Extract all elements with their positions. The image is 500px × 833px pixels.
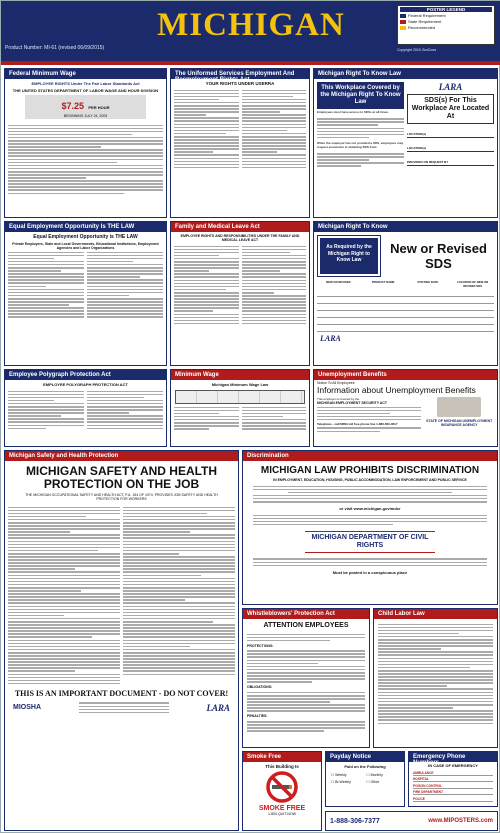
payday-title: Paid on the Following — [344, 764, 386, 769]
obligations-label: OBLIGATIONS: — [247, 685, 273, 690]
notice-sub: Private Employers, State and Local Governments, Educational Institutions, Employment Agencies and Labor Organizations — [12, 242, 159, 250]
do-not-cover-notice: THIS IS AN IMPORTANT DOCUMENT - DO NOT COVER! — [14, 688, 229, 698]
posting-note: Must be posted in a conspicuous place — [332, 569, 408, 575]
userra-section — [170, 68, 310, 218]
section-heading: The Uniformed Services Employment And Reemployment Rights Act — [171, 69, 309, 79]
section-heading: Unemployment Benefits — [314, 370, 497, 380]
section-heading: Whistleblowers' Protection Act — [243, 609, 369, 619]
section-heading: Minimum Wage — [171, 370, 309, 380]
section-heading: Smoke Free — [243, 752, 321, 762]
payday-section — [325, 751, 405, 807]
poster-legend — [397, 5, 495, 45]
wage-table — [175, 390, 305, 404]
miosha-logo: MIOSHA — [13, 704, 41, 712]
page-title: MICHIGAN — [157, 7, 345, 43]
legend-swatch — [400, 14, 406, 18]
protections-label: PROTECTIONS: — [247, 643, 274, 648]
lara-logo: LARA — [320, 334, 341, 343]
emergency-row: FIRE DEPARTMENT — [413, 790, 493, 795]
covered-box: This Workplace Covered by the Michigan Right To Know Law — [317, 82, 404, 109]
body-text — [171, 88, 309, 170]
payday-option-biweekly: ☐ Bi-Weekly — [331, 780, 351, 784]
polygraph-section — [4, 369, 167, 447]
body-text — [171, 405, 309, 431]
wage-rate: $7.25 — [61, 101, 84, 111]
notice-title: Equal Employment Opportunity is THE LAW — [33, 234, 138, 240]
section-heading: Michigan Right To Know Law — [314, 69, 497, 79]
notice-title: EMPLOYEE POLYGRAPH PROTECTION ACT — [43, 382, 128, 387]
access-text: Employees must have access to SDSs at all times. — [317, 110, 389, 114]
footer-phone: 1-888-306-7377 — [330, 817, 380, 825]
notice-line: This employer is covered by the — [317, 397, 360, 401]
right-to-know-section — [313, 68, 498, 218]
section-heading: Child Labor Law — [374, 609, 497, 619]
product-number: Product Number: MI-61 (revised 06/09/2015) — [5, 45, 105, 51]
header-stripe — [1, 61, 500, 65]
notice-title: Michigan Minimum Wage Law — [211, 382, 269, 387]
payday-option-monthly: ☐ Monthly — [366, 773, 383, 777]
section-heading: Emergency Phone Numbers — [409, 752, 497, 762]
lara-logo: LARA — [438, 82, 463, 92]
whistleblower-section — [242, 608, 370, 748]
section-heading: Michigan Right To Know — [314, 222, 497, 232]
legend-swatch — [400, 20, 406, 24]
agency-name: MICHIGAN EMPLOYMENT SECURITY ACT — [317, 401, 388, 405]
mdcr-contact: or visit www.michigan.gov/mdcr — [339, 506, 401, 512]
notice-title: EMPLOYEE RIGHTS Under The Fair Labor Standards Act — [31, 81, 140, 86]
section-heading: Discrimination — [243, 451, 497, 461]
wage-date: BEGINNING JULY 24, 2009 — [63, 114, 108, 118]
woman-photo — [437, 397, 481, 417]
legend-title: POSTER LEGEND — [400, 7, 492, 12]
safety-title: MICHIGAN SAFETY AND HEALTH PROTECTION ON THE JOB — [25, 464, 218, 491]
wage-unit: PER HOUR — [88, 105, 110, 110]
body-text — [5, 250, 166, 320]
new-sds-section — [313, 221, 498, 366]
safety-health-section — [4, 450, 239, 831]
emergency-title: IN CASE OF EMERGENCY — [428, 763, 478, 768]
sds-field: PROVIDED ON REQUEST BY — [407, 160, 494, 166]
eeo-section — [4, 221, 167, 366]
section-heading: Family and Medical Leave Act — [171, 222, 309, 232]
minimum-wage-section — [170, 369, 310, 447]
notice-title: YOUR RIGHTS UNDER USERRA — [205, 81, 275, 86]
section-heading: Payday Notice — [326, 752, 404, 762]
section-heading: Equal Employment Opportunity Is THE LAW — [5, 222, 166, 232]
section-heading: Michigan Safety and Health Protection — [5, 451, 238, 461]
discrimination-sub: IN EMPLOYMENT, EDUCATION, HOUSING, PUBLIC ACCOMMODATION, LAW ENFORCEMENT AND PUBLIC SERVICE — [273, 478, 467, 482]
mdcr-logo: MICHIGAN DEPARTMENT OF CIVIL RIGHTS — [305, 531, 435, 553]
unemployment-title: Information about Unemployment Benefits — [317, 385, 476, 395]
body-text — [5, 121, 166, 198]
sds-field: LOCATION(s) — [407, 146, 494, 152]
attention-title: ATTENTION EMPLOYEES — [263, 622, 349, 629]
emergency-section — [408, 751, 498, 807]
body-text — [5, 505, 238, 686]
smoke-sign-bottom: SMOKE FREE — [258, 805, 306, 812]
notice-title: EMPLOYEE RIGHTS AND RESPONSIBILITIES UNDER THE FAMILY AND MEDICAL LEAVE ACT — [180, 234, 300, 242]
sds-title: SDS(s) For This Workplace Are Located At — [407, 94, 494, 124]
smoke-sign-top: This Building Is — [265, 764, 299, 769]
copyright: Copyright 2015 GovDocs — [397, 48, 437, 52]
required-stamp: As Required by the Michigan Right to Know Law — [318, 236, 380, 276]
section-heading: Federal Minimum Wage — [5, 69, 166, 79]
footer-website: www.MIPOSTERS.com — [428, 818, 493, 824]
body-text — [5, 389, 166, 431]
sds-field: LOCATION(s) — [407, 132, 494, 138]
emergency-row: POISON CONTROL — [413, 784, 493, 789]
federal-min-wage-section — [4, 68, 167, 218]
no-smoking-icon — [243, 770, 321, 804]
emergency-row: POLICE — [413, 797, 493, 802]
fmla-section — [170, 221, 310, 366]
phone-line: Telephone - call MIRA toll free phone line 1-866-500-0017 — [317, 421, 398, 426]
footer-contact — [325, 811, 498, 831]
child-labor-section — [373, 608, 498, 748]
section-heading: Employee Polygraph Protection Act — [5, 370, 166, 380]
payday-option-weekly: ☐ Weekly — [331, 773, 347, 777]
sds-table-header: NEW OR REVISED PRODUCT NAME POSTING DATE LOCATION OF NEW OR REVISED SDS — [326, 280, 489, 288]
legend-item-recommended: Recommended — [400, 25, 492, 30]
new-sds-title: New or Revised SDS — [390, 241, 487, 271]
wage-rate-box — [25, 95, 146, 119]
discrimination-title: MICHIGAN LAW PROHIBITS DISCRIMINATION — [260, 465, 480, 476]
discrimination-section — [242, 450, 498, 605]
legend-swatch — [400, 26, 406, 30]
assistance-text: When the employer has not provided a SDS, employees may request assistance in obtaining SDS from: — [317, 140, 404, 149]
notice-sub: Notice To All Employees — [317, 381, 355, 385]
poster-header — [1, 1, 500, 61]
emergency-row: HOSPITAL — [413, 777, 493, 782]
uia-logo: STATE OF MICHIGAN UNEMPLOYMENT INSURANCE AGENCY — [426, 419, 493, 427]
payday-option-other: ☐ Other — [366, 780, 380, 784]
sds-table-rows — [314, 288, 497, 334]
body-text — [171, 244, 309, 326]
safety-sub: THE MICHIGAN OCCUPATIONAL SAFETY AND HEALTH ACT, P.A. 154 OF 1974, PROVIDES JOB SAFETY AND HEALTH PROTECTION FOR WORKERS — [25, 493, 218, 501]
unemployment-section — [313, 369, 498, 447]
notice-dept: THE UNITED STATES DEPARTMENT OF LABOR WAGE AND HOUR DIVISION — [12, 88, 159, 93]
lara-logo: LARA — [206, 702, 230, 713]
legend-item-state: State Requirement — [400, 19, 492, 24]
legend-item-federal: Federal Requirement — [400, 13, 492, 18]
emergency-row: AMBULANCE — [413, 771, 493, 776]
quit-phone: 1-800-QUIT-NOW — [267, 812, 296, 816]
smoke-free-section — [242, 751, 322, 831]
penalties-label: PENALTIES: — [247, 714, 268, 719]
